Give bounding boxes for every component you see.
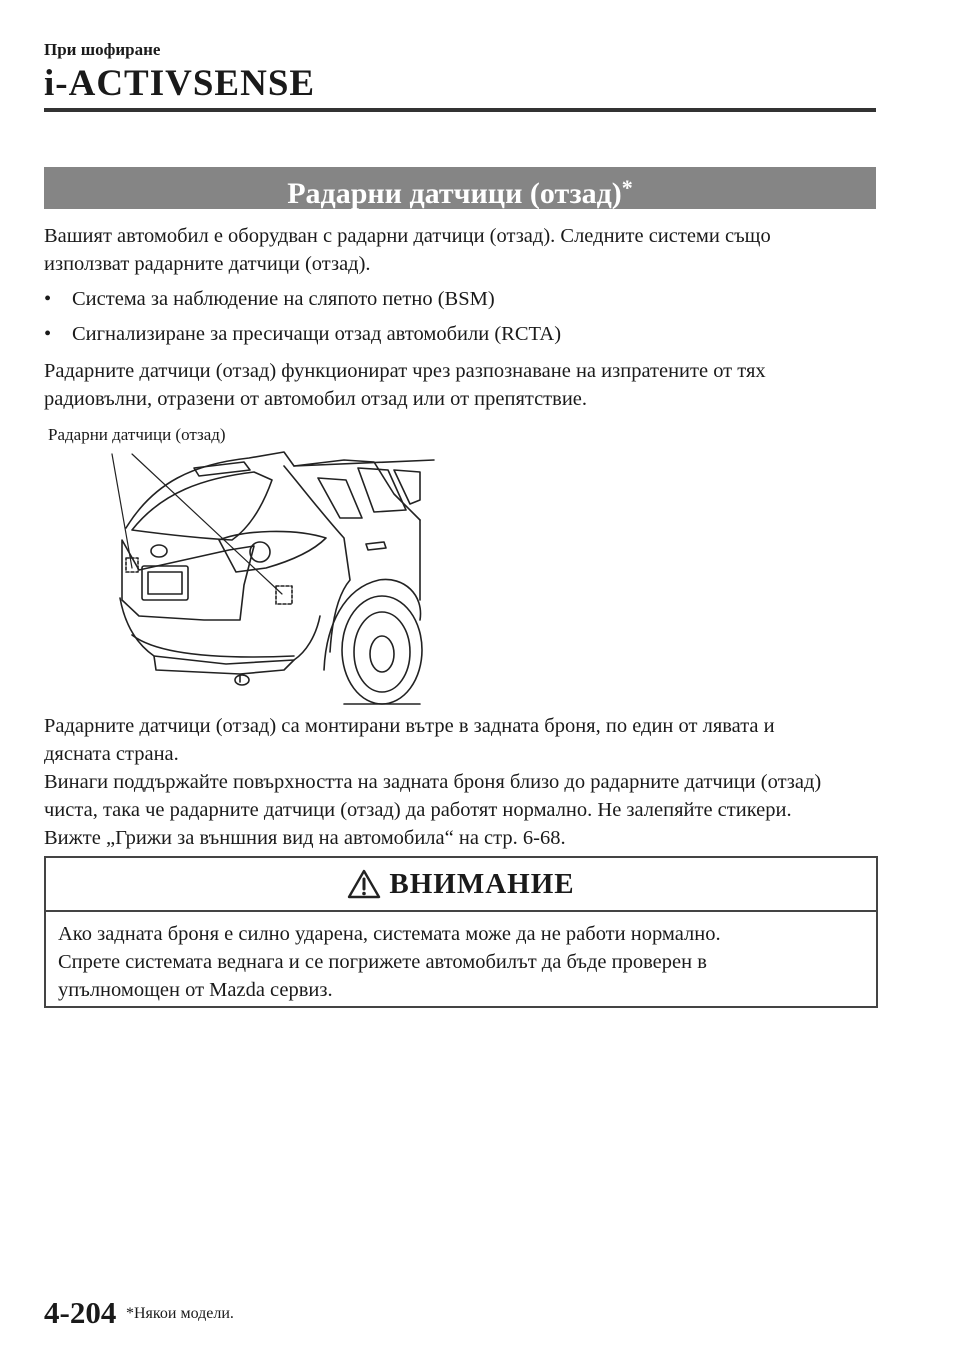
bullet-text: Сигнализиране за пресичащи отзад автомобили (RCTA) — [72, 323, 562, 345]
warning-triangle-icon — [347, 869, 381, 899]
page-number: 4-204 — [44, 1295, 117, 1330]
vehicle-rear-illustration — [44, 420, 444, 710]
intro-line: използват радарните датчици (отзад). — [44, 253, 371, 275]
bullet-icon: • — [44, 323, 52, 345]
chapter-title: i-ACTIVSENSE — [44, 63, 316, 104]
intro-paragraph — [44, 222, 884, 278]
mounting-line: Вижте „Грижи за външния вид на автомобила“ на стр. 6-68. — [44, 827, 566, 849]
mounting-line: чиста, така че радарните датчици (отзад) да работят нормално. Не залепяйте стикери. — [44, 799, 792, 821]
mounting-paragraph — [44, 712, 884, 852]
caution-line: Ако задната броня е силно ударена, системата може да не работи нормално. — [58, 923, 721, 945]
mounting-line: Радарните датчици (отзад) са монтирани вътре в задната броня, по един от лявата и — [44, 715, 775, 737]
caution-line: упълномощен от Mazda сервиз. — [58, 979, 333, 1001]
function-line: Радарните датчици (отзад) функционират чрез разпознаване на изпратените от тях — [44, 360, 766, 382]
bullet-icon: • — [44, 288, 52, 310]
models-marker: * — [621, 175, 633, 200]
intro-line: Вашият автомобил е оборудван с радарни датчици (отзад). Следните системи също — [44, 225, 771, 247]
caution-text — [58, 920, 868, 1004]
figure-callout-label: Радарни датчици (отзад) — [48, 425, 226, 444]
mounting-line: дясната страна. — [44, 743, 179, 765]
bullet-text: Система за наблюдение на сляпото петно (BSM) — [72, 288, 495, 310]
caution-box — [44, 856, 878, 1008]
section-title: Радарни датчици (отзад) — [287, 177, 622, 210]
section-label: При шофиране — [44, 40, 161, 59]
section-banner — [44, 167, 876, 209]
mounting-line: Винаги поддържайте повърхността на задната броня близо до радарните датчици (отзад) — [44, 771, 822, 793]
bullet-item-bsm — [44, 285, 495, 313]
header-rule — [44, 108, 876, 112]
caution-line: Спрете системата веднага и се погрижете автомобилът да бъде проверен в — [58, 951, 707, 973]
bullet-item-rcta — [44, 320, 561, 348]
caution-header — [46, 858, 876, 912]
footnote: *Някои модели. — [126, 1305, 234, 1322]
function-line: радиовълни, отразени от автомобил отзад или от препятствие. — [44, 388, 588, 410]
caution-title: ВНИМАНИЕ — [389, 867, 575, 900]
function-paragraph — [44, 357, 884, 413]
